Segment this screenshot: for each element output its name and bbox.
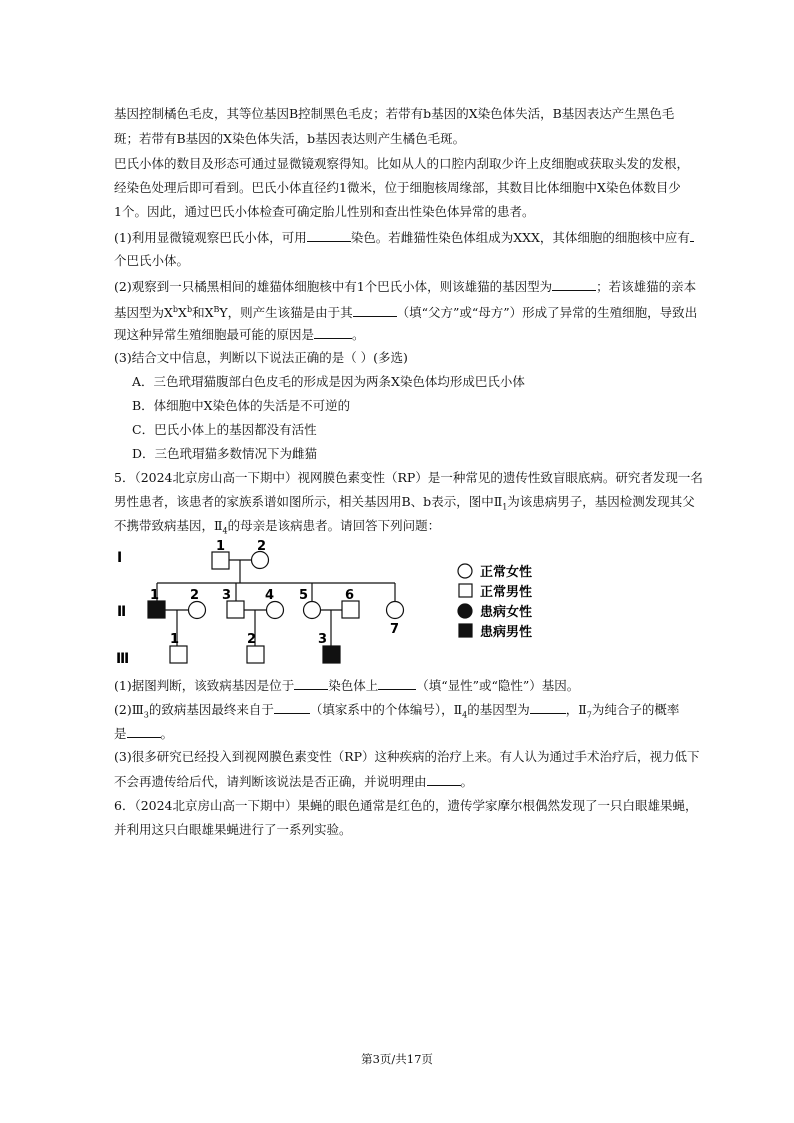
individual-II-4 xyxy=(267,602,284,619)
sub-question-3: (3)很多研究已经投入到视网膜色素变性（RP）这种疾病的治疗上来。有人认为通过手术治疗后，视力低下 xyxy=(114,749,700,764)
legend-label: 正常男性 xyxy=(480,585,533,600)
question-1-line: (1)利用显微镜观察巴氏小体，可用 染色。若雌猫性染色体组成为XXX，其体细胞的细胞核中应有 xyxy=(114,229,694,246)
answer-blank[interactable] xyxy=(427,773,461,786)
question-6-line: 并利用这只白眼雄果蝇进行了一系列实验。 xyxy=(114,822,352,837)
svg-text:2: 2 xyxy=(257,539,267,554)
individual-I-2 xyxy=(252,552,269,569)
svg-text:1: 1 xyxy=(216,539,226,554)
individual-II-2 xyxy=(189,602,206,619)
sub-question-2: $(2)Ⅲ_3$的致病基因最终来自于 （填家系中的个体编号），$Ⅱ_4$的基因型为 ，$Ⅱ_7$为纯合子的概率 xyxy=(114,702,680,720)
svg-text:2: 2 xyxy=(247,632,257,647)
option-a[interactable]: A．三色玳瑁猫腹部白色皮毛的形成是因为两条X染色体均形成巴氏小体 xyxy=(132,374,525,389)
legend-affected-male-icon xyxy=(459,624,472,637)
question-2-line: 现这种异常生殖细胞最可能的原因是 。 xyxy=(114,327,365,342)
question-5-line: 5．（2024北京房山高一下期中）视网膜色素变性（RP）是一种常见的遗传性致盲眼底病。研究者发现一名 xyxy=(114,470,703,485)
svg-text:4: 4 xyxy=(265,588,275,603)
answer-blank[interactable] xyxy=(314,326,352,339)
legend-affected-female-icon xyxy=(458,604,472,618)
legend-label: 正常女性 xyxy=(480,565,533,580)
svg-text:3: 3 xyxy=(222,588,232,603)
gen-label-2: Ⅱ xyxy=(117,604,127,620)
paragraph-line: 1个。因此，通过巴氏小体检查可确定胎儿性别和查出性染色体异常的患者。 xyxy=(114,204,535,219)
individual-III-2 xyxy=(247,646,264,663)
svg-text:3: 3 xyxy=(318,632,328,647)
answer-blank[interactable] xyxy=(307,229,351,242)
individual-II-1 xyxy=(148,601,165,618)
answer-blank[interactable] xyxy=(274,701,310,714)
paragraph-line: 经染色处理后即可看到。巴氏小体直径约1微米，位于细胞核周缘部，其数目比体细胞中X染色体数目少 xyxy=(114,180,681,195)
paragraph-line: 斑；若带有B基因的X染色体失活，b基因表达则产生橘色毛斑。 xyxy=(114,131,466,146)
svg-text:1: 1 xyxy=(170,632,180,647)
gen-label-3: Ⅲ xyxy=(116,651,130,667)
gen-label-1: Ⅰ xyxy=(117,550,123,566)
individual-I-1 xyxy=(212,552,229,569)
sub-question-3: 不会再遗传给后代，请判断该说法是否正确，并说明理由 。 xyxy=(114,774,474,789)
svg-text:7: 7 xyxy=(390,622,400,637)
legend-normal-female-icon xyxy=(458,564,472,578)
page-footer: 第3页/共17页 xyxy=(361,1052,433,1066)
svg-text:5: 5 xyxy=(299,588,309,603)
pedigree-chart xyxy=(100,532,560,672)
individual-II-5 xyxy=(304,602,321,619)
question-5-line: 不携带致病基因，$Ⅱ_4$的母亲是该病患者。请回答下列问题： xyxy=(114,518,441,536)
question-6-line: 6．（2024北京房山高一下期中）果蝇的眼色通常是红色的，遗传学家摩尔根偶然发现了一只白眼雄果蝇， xyxy=(114,798,698,813)
individual-III-3 xyxy=(323,646,340,663)
question-3-line: (3)结合文中信息，判断以下说法正确的是（ ）(多选) xyxy=(114,350,408,365)
svg-text:1: 1 xyxy=(150,588,160,603)
svg-text:2: 2 xyxy=(190,588,200,603)
option-c[interactable]: C．巴氏小体上的基因都没有活性 xyxy=(132,422,317,437)
answer-blank[interactable] xyxy=(353,304,397,317)
option-d[interactable]: D．三色玳瑁猫多数情况下为雌猫 xyxy=(132,446,318,461)
question-5-line: 男性患者，该患者的家族系谱如图所示，相关基因用B、b表示，图中$Ⅱ_1$为该患病男子，基因检测发现其父 xyxy=(114,494,695,512)
answer-blank[interactable] xyxy=(127,725,161,738)
question-1-line: 个巴氏小体。 xyxy=(114,253,190,268)
legend-normal-male-icon xyxy=(459,584,472,597)
sub-question-1: (1)据图判断，该致病基因是位于 染色体上 （填“显性”或“隐性”）基因。 xyxy=(114,678,580,693)
legend-label: 患病男性 xyxy=(480,625,533,640)
paragraph-line: 巴氏小体的数目及形态可通过显微镜观察得知。比如从人的口腔内刮取少许上皮细胞或获取头发的发根， xyxy=(114,156,690,171)
question-2-line: (2)观察到一只橘黑相间的雄猫体细胞核中有1个巴氏小体，则该雄猫的基因型为 ；若该雄猫的亲本 xyxy=(114,279,697,294)
legend-label: 患病女性 xyxy=(480,605,533,620)
answer-blank[interactable] xyxy=(690,229,694,242)
answer-blank[interactable] xyxy=(530,701,566,714)
individual-II-3 xyxy=(227,601,244,618)
option-b[interactable]: B．体细胞中X染色体的失活是不可逆的 xyxy=(132,398,351,413)
answer-blank[interactable] xyxy=(378,677,416,690)
question-2-line: 基因型为$X^bX^b$和$X^BY$，则产生该猫是由于其 （填“父方”或“母方”）形成了异常的生殖细胞，导致出 xyxy=(114,305,698,321)
answer-blank[interactable] xyxy=(552,278,596,291)
individual-II-7 xyxy=(387,602,404,619)
individual-II-6 xyxy=(342,601,359,618)
svg-text:6: 6 xyxy=(345,588,355,603)
answer-blank[interactable] xyxy=(294,677,328,690)
paragraph-line: 基因控制橘色毛皮，其等位基因B控制黑色毛皮；若带有b基因的X染色体失活，B基因表达产生黑色毛 xyxy=(114,106,675,121)
sub-question-2: 是 。 xyxy=(114,726,174,741)
individual-III-1 xyxy=(170,646,187,663)
